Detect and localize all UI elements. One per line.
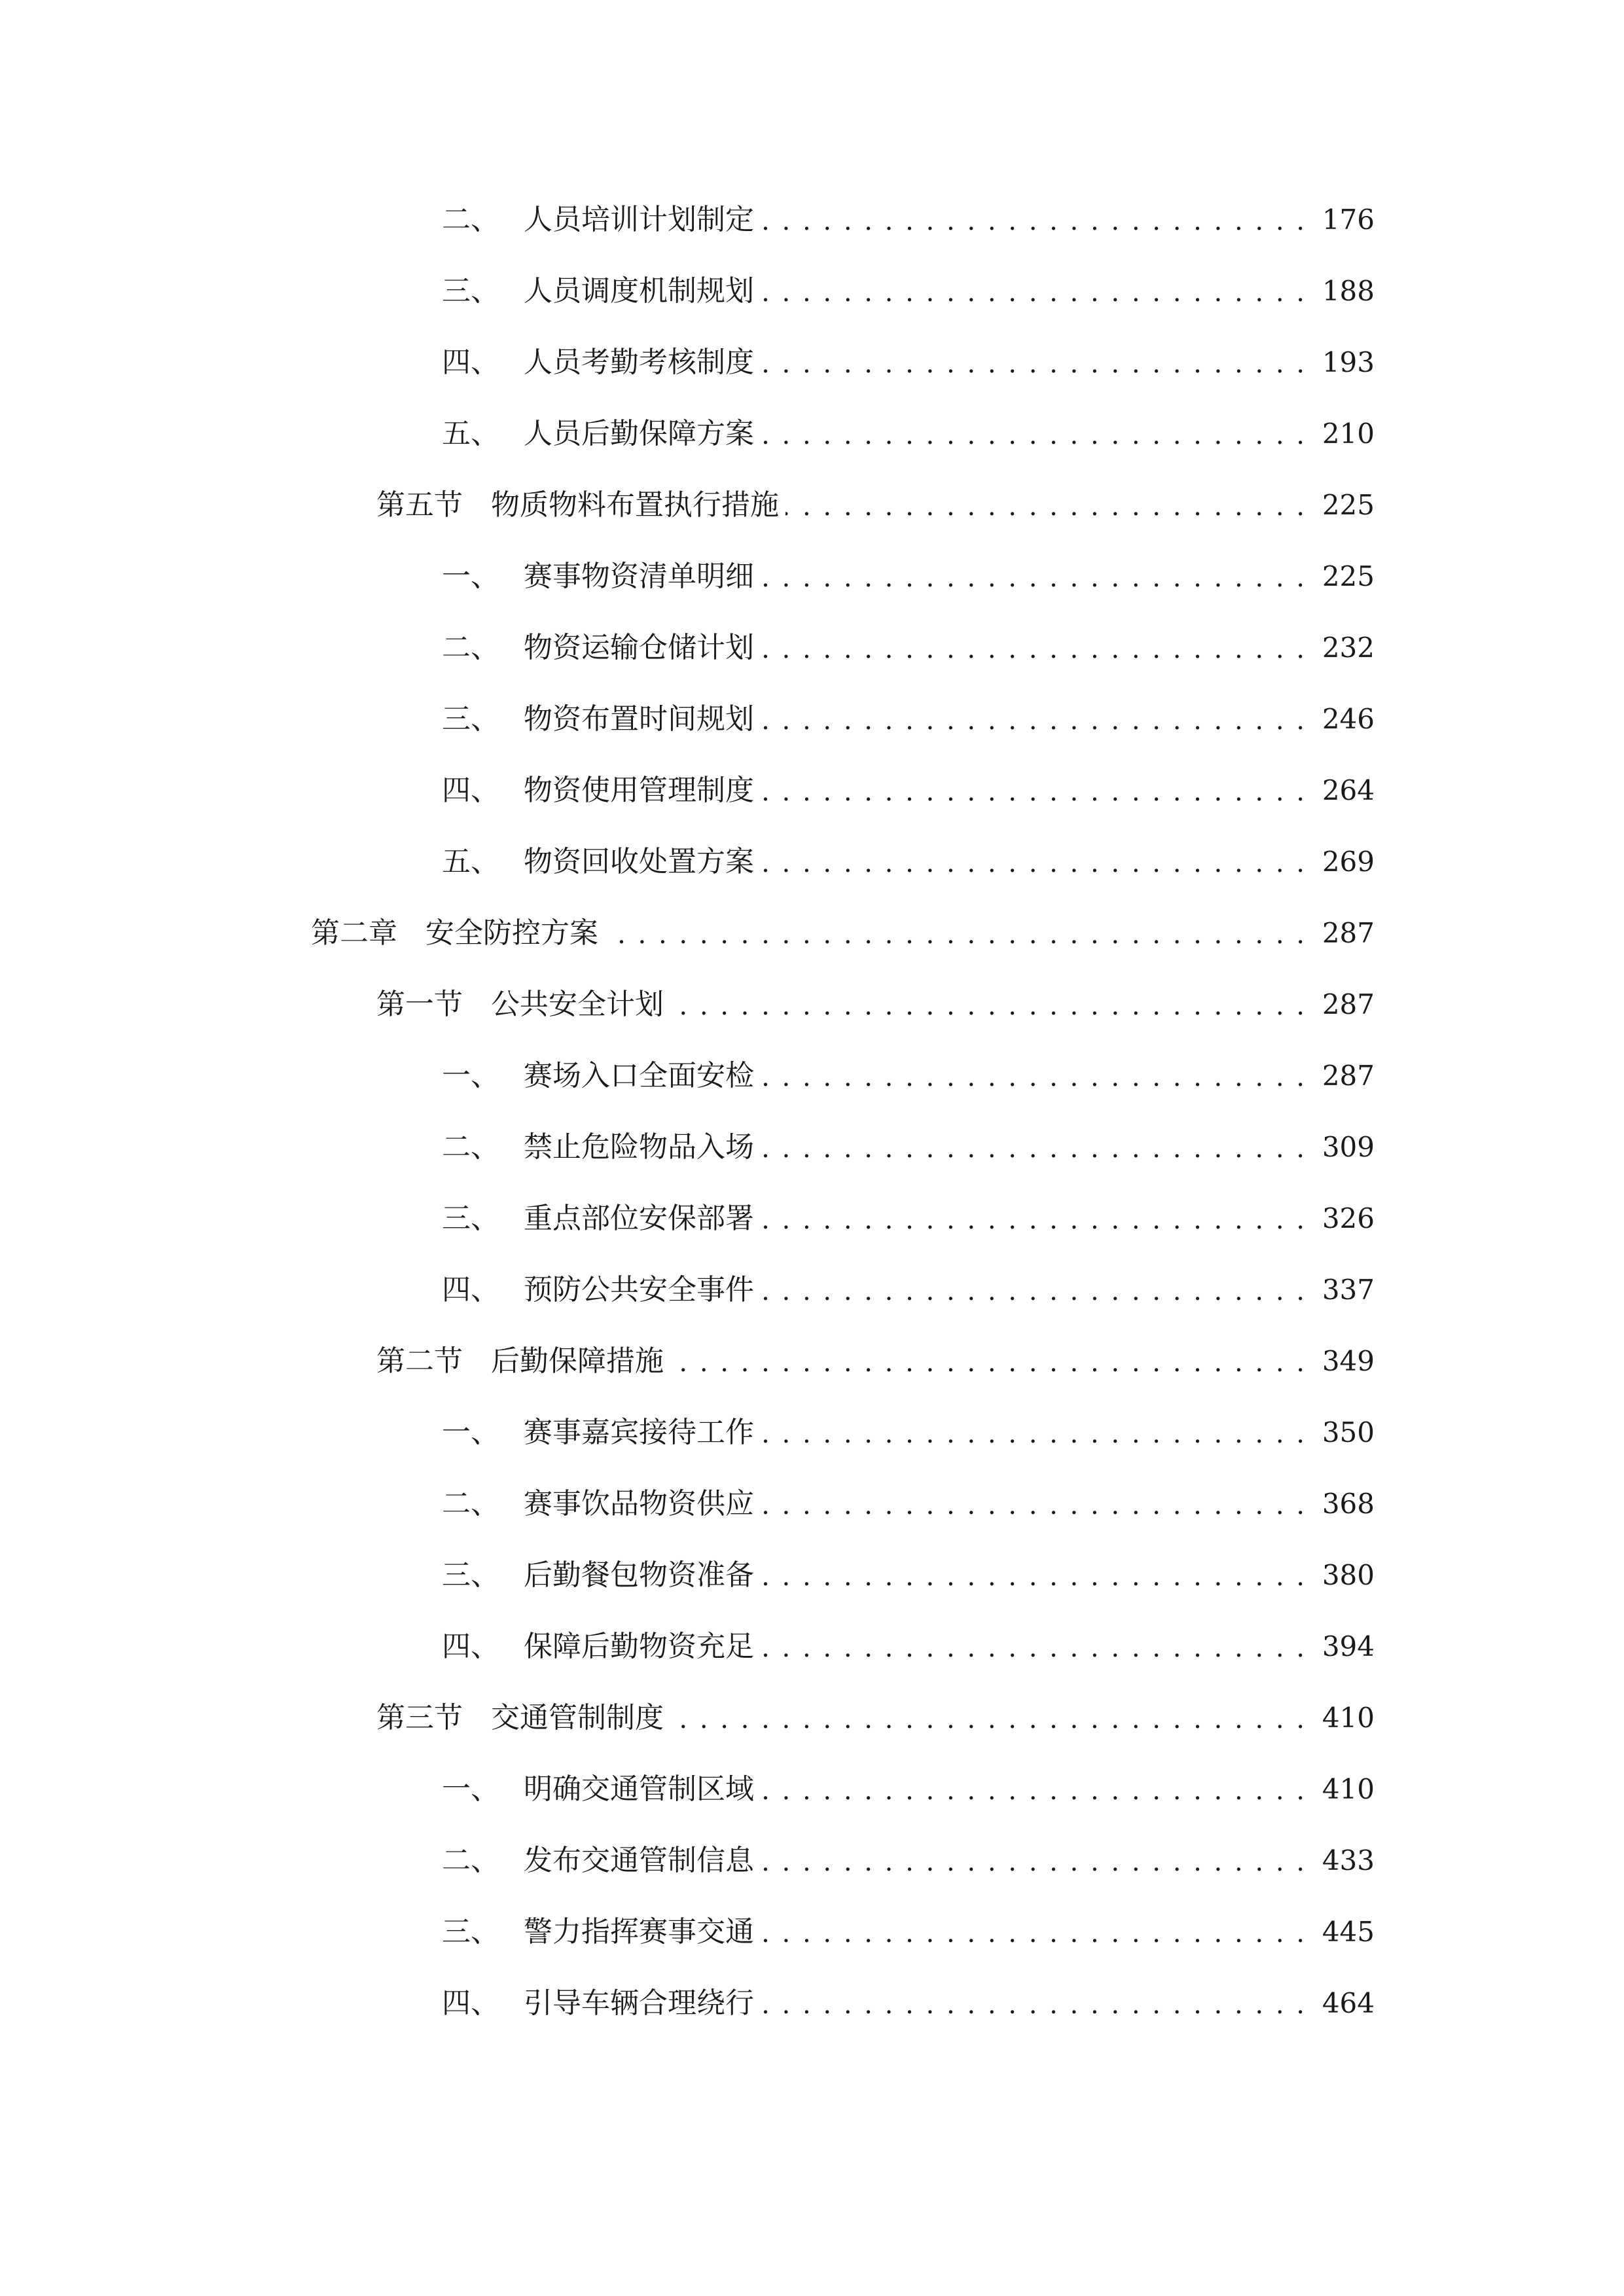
toc-entry[interactable] — [442, 336, 1375, 389]
dot-leader — [761, 194, 1307, 246]
toc-entry-number: 二、 — [442, 1130, 499, 1164]
toc-entry-page: 246 — [1322, 703, 1375, 735]
toc-entry-page: 193 — [1322, 346, 1375, 378]
toc-entry-number: 三、 — [442, 1915, 499, 1948]
toc-entry-page: 225 — [1322, 489, 1375, 521]
toc-entry-number: 二、 — [442, 203, 499, 236]
toc-entry-page: 433 — [1322, 1844, 1375, 1876]
toc-entry[interactable] — [442, 1763, 1375, 1816]
toc-entry-title: 安全防控方案 — [425, 916, 598, 950]
toc-entry-page: 287 — [1322, 917, 1375, 949]
toc-entry-title: 重点部位安保部署 — [524, 1202, 754, 1235]
dot-leader — [761, 1835, 1307, 1887]
dot-leader — [761, 1763, 1307, 1816]
dot-leader — [670, 978, 1307, 1031]
toc-entry-page: 176 — [1322, 204, 1375, 236]
toc-entry[interactable] — [442, 408, 1375, 460]
toc-entry[interactable] — [442, 1121, 1375, 1174]
toc-entry-page: 287 — [1322, 1060, 1375, 1092]
dot-leader — [761, 1621, 1307, 1673]
toc-entry-page: 269 — [1322, 846, 1375, 878]
toc-entry[interactable] — [442, 1906, 1375, 1958]
toc-entry-title: 物资使用管理制度 — [524, 774, 754, 807]
toc-entry[interactable] — [376, 1335, 1375, 1388]
dot-leader — [761, 693, 1307, 745]
toc-entry-number: 二、 — [442, 631, 499, 664]
toc-entry-number: 三、 — [442, 1202, 499, 1235]
dot-leader — [761, 764, 1307, 817]
dot-leader — [761, 1193, 1307, 1245]
toc-entry-number: 三、 — [442, 702, 499, 736]
toc-entry-number: 四、 — [442, 774, 499, 807]
toc-entry-title: 物资回收处置方案 — [524, 845, 754, 878]
toc-entry-number: 四、 — [442, 1630, 499, 1663]
toc-entry-title: 人员调度机制规划 — [524, 274, 754, 308]
dot-leader — [761, 1050, 1307, 1102]
toc-entry-page: 210 — [1322, 418, 1375, 450]
dot-leader — [670, 1335, 1307, 1388]
toc-entry-title: 发布交通管制信息 — [524, 1844, 754, 1877]
toc-entry-title: 预防公共安全事件 — [524, 1273, 754, 1306]
toc-entry[interactable] — [376, 479, 1375, 531]
toc-entry-title: 公共安全计划 — [491, 988, 664, 1021]
toc-entry-page: 309 — [1322, 1131, 1375, 1163]
toc-entry-title: 赛场入口全面安检 — [524, 1059, 754, 1092]
toc-entry[interactable] — [442, 1835, 1375, 1887]
toc-entry-number: 五、 — [442, 845, 499, 878]
toc-entry[interactable] — [442, 1621, 1375, 1673]
toc-entry-page: 350 — [1322, 1416, 1375, 1448]
toc-entry-title: 明确交通管制区域 — [524, 1772, 754, 1806]
toc-entry-page: 410 — [1322, 1773, 1375, 1805]
toc-entry-number: 四、 — [442, 346, 499, 379]
toc-entry-page: 445 — [1322, 1916, 1375, 1948]
dot-leader — [670, 1692, 1307, 1744]
toc-entry-number: 四、 — [442, 1273, 499, 1306]
toc-entry-page: 232 — [1322, 632, 1375, 664]
dot-leader — [761, 836, 1307, 888]
toc-entry-page: 394 — [1322, 1630, 1375, 1662]
toc-entry-number: 二、 — [442, 1487, 499, 1520]
toc-entry-number: 一、 — [442, 1416, 499, 1449]
toc-entry-page: 410 — [1322, 1702, 1375, 1734]
toc-entry-title: 交通管制制度 — [491, 1701, 664, 1734]
toc-entry-title: 人员考勤考核制度 — [524, 346, 754, 379]
dot-leader — [605, 907, 1307, 960]
dot-leader — [761, 265, 1307, 317]
toc-entry[interactable] — [442, 1407, 1375, 1459]
toc-entry-number: 五、 — [442, 417, 499, 450]
toc-entry[interactable] — [442, 1050, 1375, 1102]
toc-entry-number: 第二节 — [376, 1344, 463, 1378]
toc-entry-title: 后勤保障措施 — [491, 1344, 664, 1378]
toc-entry-title: 禁止危险物品入场 — [524, 1130, 754, 1164]
dot-leader — [761, 336, 1307, 389]
toc-entry-title: 人员后勤保障方案 — [524, 417, 754, 450]
toc-entry[interactable] — [311, 907, 1375, 960]
toc-entry-number: 三、 — [442, 1558, 499, 1592]
dot-leader — [761, 1121, 1307, 1174]
toc-entry-title: 人员培训计划制定 — [524, 203, 754, 236]
toc-entry-title: 警力指挥赛事交通 — [524, 1915, 754, 1948]
toc-entry-number: 一、 — [442, 1059, 499, 1092]
toc-entry[interactable] — [442, 764, 1375, 817]
toc-entry-number: 第三节 — [376, 1701, 463, 1734]
toc-entry-title: 后勤餐包物资准备 — [524, 1558, 754, 1592]
toc-entry-number: 一、 — [442, 1772, 499, 1806]
toc-entry-page: 349 — [1322, 1345, 1375, 1377]
dot-leader — [761, 1264, 1307, 1316]
toc-entry-number: 一、 — [442, 560, 499, 593]
toc-entry-title: 赛事嘉宾接待工作 — [524, 1416, 754, 1449]
toc-entry[interactable] — [376, 978, 1375, 1031]
dot-leader — [761, 622, 1307, 674]
toc-entry[interactable] — [442, 1478, 1375, 1530]
toc-entry[interactable] — [442, 550, 1375, 603]
dot-leader — [761, 1906, 1307, 1958]
toc-entry-page: 287 — [1322, 988, 1375, 1020]
toc-entry-title: 引导车辆合理绕行 — [524, 1986, 754, 2020]
toc-entry-title: 物资布置时间规划 — [524, 702, 754, 736]
toc-entry[interactable] — [442, 1977, 1375, 2030]
toc-entry-number: 二、 — [442, 1844, 499, 1877]
toc-entry-title: 物质物料布置执行措施 — [491, 488, 779, 522]
toc-entry-number: 第一节 — [376, 988, 463, 1021]
dot-leader — [761, 1549, 1307, 1602]
toc-entry-page: 368 — [1322, 1488, 1375, 1520]
toc-entry-title: 物资运输仓储计划 — [524, 631, 754, 664]
toc-entry-page: 464 — [1322, 1987, 1375, 2019]
toc-entry[interactable] — [442, 622, 1375, 674]
dot-leader — [761, 1407, 1307, 1459]
dot-leader — [761, 550, 1307, 603]
toc-entry-page: 337 — [1322, 1274, 1375, 1306]
toc-entry[interactable] — [442, 1193, 1375, 1245]
toc-entry-number: 第二章 — [311, 916, 397, 950]
toc-entry-title: 赛事饮品物资供应 — [524, 1487, 754, 1520]
toc-entry-number: 第五节 — [376, 488, 463, 522]
toc-entry-page: 380 — [1322, 1559, 1375, 1591]
toc-entry-page: 188 — [1322, 275, 1375, 307]
toc-entry[interactable] — [442, 1549, 1375, 1602]
dot-leader — [761, 408, 1307, 460]
toc-entry[interactable] — [442, 265, 1375, 317]
dot-leader — [761, 1478, 1307, 1530]
toc-entry[interactable] — [376, 1692, 1375, 1744]
toc-entry[interactable] — [442, 194, 1375, 246]
toc-entry-number: 三、 — [442, 274, 499, 308]
toc-entry-page: 264 — [1322, 774, 1375, 806]
toc-entry[interactable] — [442, 836, 1375, 888]
toc-entry-title: 赛事物资清单明细 — [524, 560, 754, 593]
dot-leader — [761, 1977, 1307, 2030]
dot-leader — [785, 479, 1307, 531]
toc-entry[interactable] — [442, 1264, 1375, 1316]
toc-entry-page: 326 — [1322, 1202, 1375, 1234]
toc-entry-title: 保障后勤物资充足 — [524, 1630, 754, 1663]
toc-entry-page: 225 — [1322, 560, 1375, 592]
toc-entry-number: 四、 — [442, 1986, 499, 2020]
toc-entry[interactable] — [442, 693, 1375, 745]
